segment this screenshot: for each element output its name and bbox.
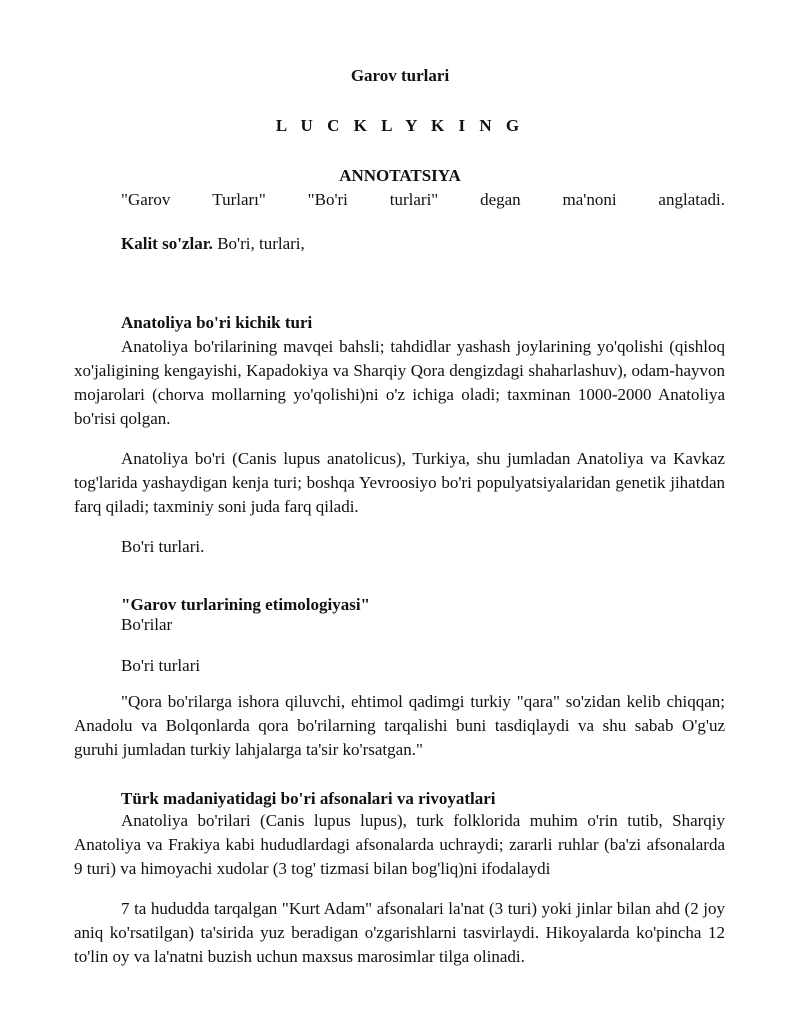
annotation-heading: ANNOTATSIYA bbox=[339, 166, 461, 185]
keywords-text: Bo'ri, turlari, bbox=[212, 234, 305, 253]
annotation-word: Turları" bbox=[212, 190, 266, 209]
annotation-word: anglatadi. bbox=[658, 190, 725, 209]
paragraph: Anatoliya bo'ri (Canis lupus anatolicus), Turkiya, shu jumladan Anatoliya va Kavkaz tog'larida yashaydigan kenja turi; boshqa Yevroosiyo bo'ri populyatsiyalaridan genetik jihatdan farq qiladi; taxminiy soni juda farq qiladi. bbox=[74, 449, 725, 516]
paragraph: "Qora bo'rilarga ishora qiluvchi, ehtimol qadimgi turkiy "qara" so'zidan kelib chiqqan; Anadolu va Bolqonlarda qora bo'rilarning tarqalishi buni tasdiqlaydi va shu sabab O'g'uz guruhi jumladan turkiy lahjalarga ta'sir ko'rsatgan." bbox=[74, 692, 725, 759]
paragraph: Bo'ri turlari. bbox=[121, 537, 205, 556]
annotation-word: ma'noni bbox=[562, 190, 617, 209]
annotation-text bbox=[121, 190, 725, 210]
section-heading: Anatoliya bo'ri kichik turi bbox=[121, 313, 313, 332]
paragraph: Anatoliya bo'rilarining mavqei bahsli; tahdidlar yashash joylarining yo'qolishi (qishloq xo'jaligining kengayishi, Kapadokiya va Sharqiy Qora dengizdagi shaharlashuv), odam-hayvon mojarolari (chorva mollarning yo'qolishi)ni o'z ichiga oladi; taxminan 1000-2000 Anatoliya bo'risi qolgan. bbox=[74, 337, 725, 428]
keywords bbox=[121, 232, 305, 256]
paragraph: Anatoliya bo'rilari (Canis lupus lupus), turk folklorida muhim o'rin tutib, Sharqiy Anatoliya va Frakiya kabi hududlardagi afsonalarda uchraydi; zararli ruhlar (ba'zi afsonalarda 9 turi) va himoyachi xudolar (3 tog' tizmasi bilan bog'liq)ni ifodalaydi bbox=[74, 811, 725, 878]
annotation-word: "Bo'ri bbox=[307, 190, 348, 209]
paragraph: 7 ta hududda tarqalgan "Kurt Adam" afsonalari la'nat (3 turi) yoki jinlar bilan ahd (2 joy aniq ko'rsatilgan) ta'sirida yuz beradigan o'zgarishlarni tasvirlaydi. Hikoyalarda ko'pincha 12 to'lin oy va la'natni buzish uchun maxsus marosimlar tilga olinadi. bbox=[74, 899, 725, 966]
section-heading: "Garov turlarining etimologiyasi" bbox=[121, 595, 370, 614]
annotation-word: turlari" bbox=[389, 190, 439, 209]
section-heading: Türk madaniyatidagi bo'ri afsonalari va rivoyatlari bbox=[121, 789, 496, 808]
subheading: Bo'ri turlari bbox=[121, 656, 201, 675]
keywords-label: Kalit so'zlar. bbox=[121, 234, 213, 253]
annotation-word: degan bbox=[480, 190, 521, 209]
document-title: Garov turlari bbox=[350, 66, 450, 85]
subheading: Bo'rilar bbox=[121, 615, 173, 634]
document-author: L U C K L Y K I N G bbox=[275, 116, 525, 135]
annotation-word: "Garov bbox=[121, 190, 171, 209]
